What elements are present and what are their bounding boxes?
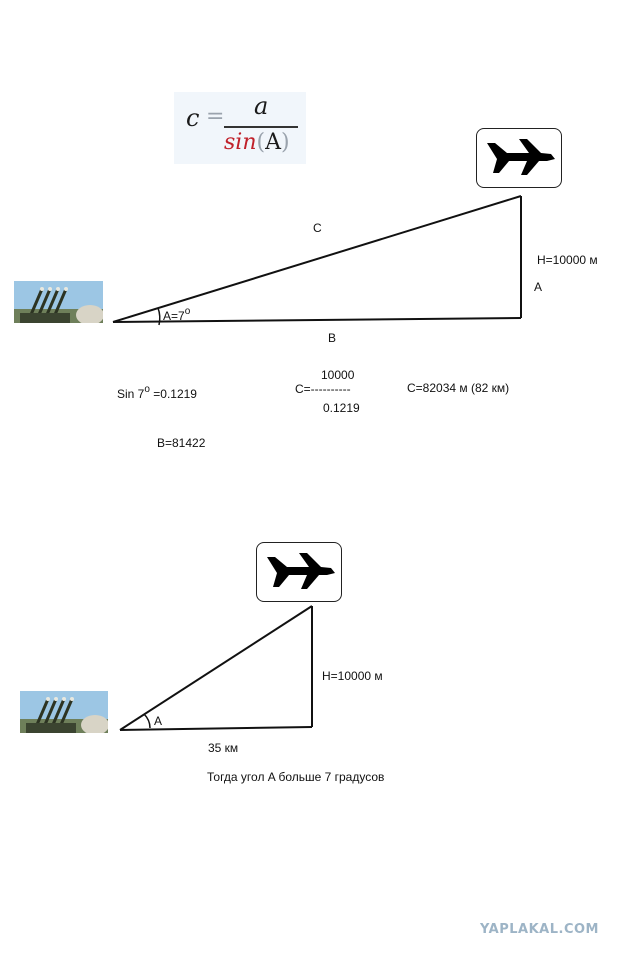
label-base-b: B (328, 331, 337, 345)
formula-lhs: c (186, 104, 200, 132)
missile-launcher-photo (20, 691, 108, 733)
airplane-icon (256, 542, 342, 602)
formula-equals: = (206, 104, 225, 129)
airplane-icon (476, 128, 562, 188)
triangle-2-hypotenuse (120, 606, 312, 730)
fraction-c-equals: C=---------- (295, 382, 351, 396)
label-side-a: A (534, 280, 543, 294)
label-hypotenuse-c: C (313, 221, 322, 235)
triangle-1-hypotenuse (113, 196, 521, 322)
triangle-2 (120, 606, 312, 730)
fraction-numerator: 10000 (321, 368, 355, 382)
caption: Тогда угол A больше 7 градусов (207, 770, 385, 784)
label-angle-2: A (154, 714, 163, 728)
triangle-2-base (120, 727, 312, 730)
fraction-denominator: 0.1219 (323, 401, 360, 415)
missile-launcher-photo (14, 281, 103, 323)
b-result: B=81422 (157, 436, 206, 450)
formula-denominator: sin(A) (224, 130, 290, 155)
watermark: YAPLAKAL.COM (480, 922, 599, 937)
c-result: C=82034 м (82 км) (407, 381, 510, 395)
formula-numerator: a (254, 92, 269, 120)
label-height: H=10000 м (537, 253, 598, 267)
label-angle: $A=7^o$ (163, 306, 191, 323)
label-height-2: H=10000 м (322, 669, 383, 683)
triangle-2-angle-arc (144, 714, 150, 728)
label-base-2: 35 км (208, 741, 239, 755)
sin-equation: Sin 7$^o$ =0.1219 (117, 384, 197, 401)
